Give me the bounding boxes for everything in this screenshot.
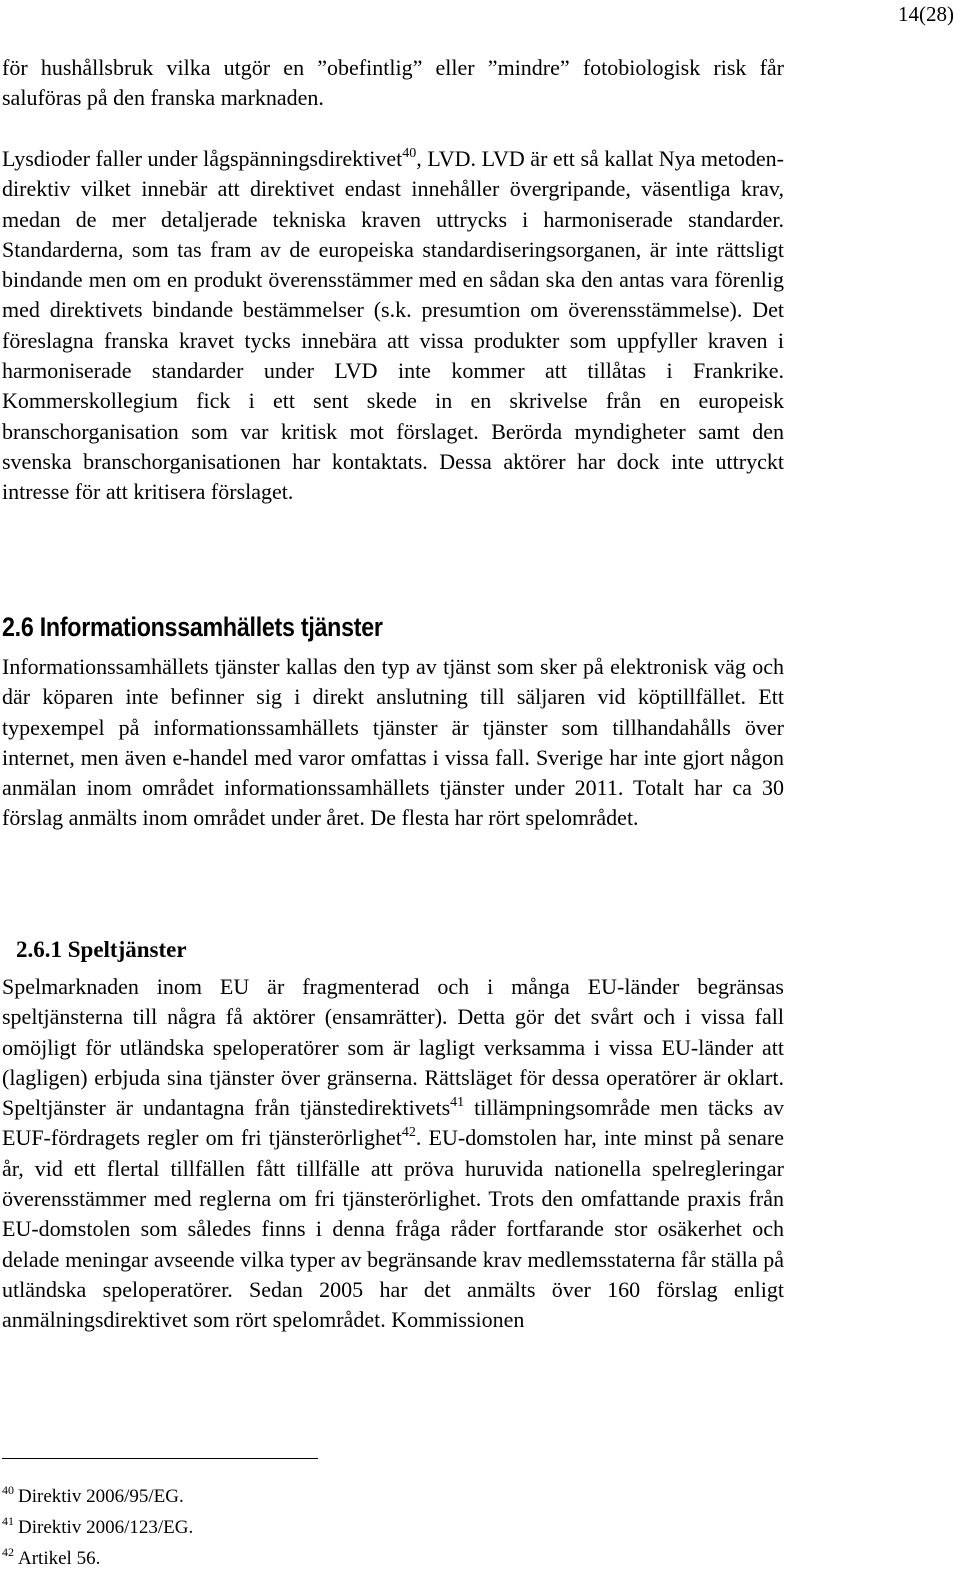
footnote-reference-40[interactable]: 40 (402, 146, 417, 161)
footnote-text: Direktiv 2006/123/EG. (18, 1517, 194, 1538)
footnote-number: 42 (2, 1545, 14, 1559)
footnote-41 (2, 1513, 193, 1544)
page-number: 14(28) (898, 2, 954, 26)
paragraph-text-middle: , LVD. LVD är ett så kallat Nya metoden-direktiv vilket innebär att direktivet endast innehåller övergripande, väsentliga krav, medan de mer detaljerade tekniska kraven uttrycks i harmoniserade standarder. Standarderna, som tas fram av de europeiska standardiseringsorganen, är inte rättsligt bindande men om en produkt överensstämmer med en sådan ska den antas vara förenlig med direktivets bindande bestämmelser (s.k. presumtion om överensstämmelse). (2, 146, 784, 323)
paragraph-text-start: Lysdioder faller under lågspänningsdirektivet (2, 146, 403, 171)
paragraph-text: för hushållsbruk vilka utgör en ”obefintlig” eller ”mindre” fotobiologisk risk får saluföras på den franska marknaden. (2, 55, 784, 111)
footnote-42 (2, 1544, 193, 1575)
paragraph-text-middle: tillämpningsområde men täcks av EUF-fördragets regler om fri tjänsterörlighet (2, 1095, 785, 1151)
section-heading-2-6-1: 2.6.1 Speltjänster (16, 937, 187, 962)
footnote-reference-41[interactable]: 41 (450, 1095, 465, 1111)
paragraph-informationssamhallets-tjanster (2, 652, 784, 834)
paragraph-lysdioder (2, 144, 784, 508)
footnote-40 (2, 1482, 193, 1513)
footnote-text: Direktiv 2006/95/EG. (18, 1486, 184, 1507)
footnote-number: 41 (2, 1514, 14, 1528)
footnote-text: Artikel 56. (18, 1548, 101, 1569)
footnote-separator (2, 1458, 318, 1459)
footnote-number: 40 (2, 1483, 14, 1497)
paragraph-text-end: Det föreslagna franska kravet tycks innebära att vissa produkter som uppfyller kraven i harmoniserade standarder under LVD inte kommer att tillåtas i Frankrike. Kommerskollegium fick i ett sent skede in en skrivelse från en europeisk branschorganisation som var kritisk mot förslaget. Berörda myndigheter samt den svenska branschorganisationen har kontaktats. Dessa aktörer har dock inte uttryckt intresse för att kritisera förslaget. (2, 297, 784, 505)
paragraph-text-end: . EU-domstolen har, inte minst på senare år, vid ett flertal tillfällen fått tillfälle att pröva huruvida nationella spelregleringar överensstämmer med reglerna om fri tjänsterörlighet. Trots den omfattande praxis från EU-domstolen som således finns i denna fråga råder fortfarande stor osäkerhet och delade meningar avseende vilka typer av begränsande krav medlemsstaterna får ställa på utländska speloperatörer. Sedan 2005 har det anmälts över 160 förslag enligt anmälningsdirektivet som rört spelområdet. Kommissionen (2, 1125, 785, 1333)
paragraph-text: Informationssamhällets tjänster kallas den typ av tjänst som sker på elektronisk väg och där köparen inte befinner sig i direkt anslutning till säljaren vid köptillfället. Ett typexempel på informationssamhällets tjänster är tjänster som tillhandahålls över internet, men även e-handel med varor omfattas i vissa fall. Sverige har inte gjort någon anmälan inom området informationssamhällets tjänster under 2011. Totalt har ca 30 förslag anmälts inom området under året. De flesta har rört spelområdet. (2, 654, 784, 831)
paragraph-text-start: Spelmarknaden inom EU är fragmenterad och i många EU-länder begränsas speltjänsterna till några få aktörer (ensamrätter). Detta gör det svårt och i vissa fall omöjligt för utländska speloperatörer som är lagligt verksamma i vissa EU-länder att (lagligen) erbjuda sina tjänster över gränserna. Rättsläget för dessa operatörer är oklart. Speltjänster är undantagna från tjänstedirektivets (2, 974, 784, 1121)
section-heading-2-6: 2.6 Informationssamhällets tjänster (2, 612, 383, 642)
footnote-reference-42[interactable]: 42 (401, 1125, 416, 1141)
footnotes (2, 1482, 193, 1575)
paragraph-fotobiologisk-risk (2, 53, 784, 114)
paragraph-speltjanster (2, 972, 784, 1336)
